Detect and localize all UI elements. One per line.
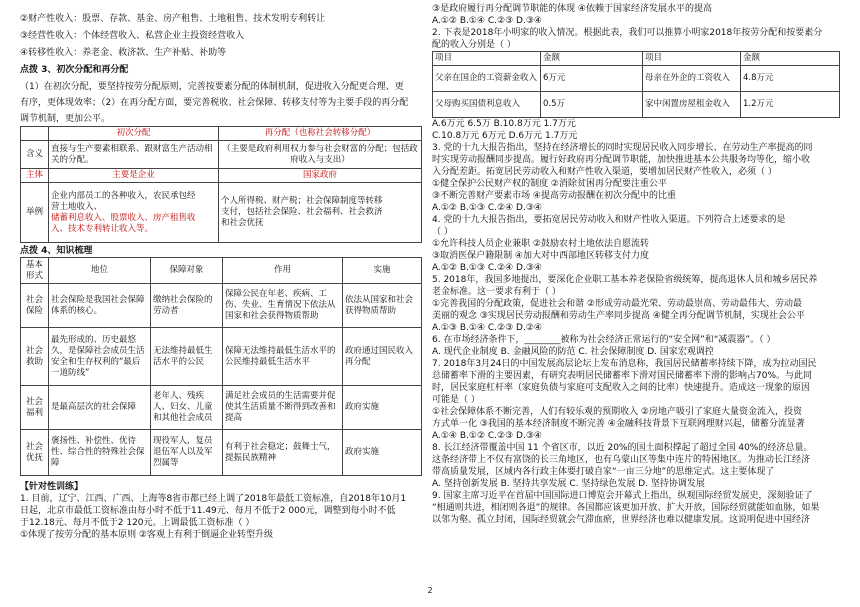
table-cell: 社会救助 [21, 328, 49, 386]
cell-line: 入、技术专利转让收入等。 [51, 223, 154, 234]
section-heading: 【针对性训练】 [20, 482, 84, 492]
table-cell: 社会保险是我国社会保障体系的核心。 [49, 284, 151, 328]
question-line: 时，居民家庭杠杆率（家庭负债与家庭可支配收入之间的比率）快速提升。造成这一现象的原因 [432, 383, 811, 393]
question-line: 配的收入分别是（ ） [432, 40, 516, 50]
table-cell: 0.5万 [541, 92, 643, 118]
question-line: “相通则共进，相闭则各退”的规律。各国都应该更加开放、扩大开放，国际经贸就能如血脉，如果 [432, 503, 820, 513]
paragraph-line: （1）在初次分配，要坚持按劳分配原则，完善按要素分配的体制机制，促进收入分配更合理、更 [20, 82, 404, 92]
table-row [21, 328, 422, 386]
table-cell: 社会优抚 [21, 430, 49, 476]
table-header: 项目 [433, 52, 541, 66]
table-row [21, 430, 422, 476]
social-security-table [20, 257, 422, 476]
answer-options: A.①② B.①③ C.②④ D.③④ [432, 203, 542, 213]
table-header: 再分配（也称社会转移分配） [219, 127, 422, 141]
table-header: 金额 [541, 52, 643, 66]
question-line: 老金标准。这一要求有利于（ ） [432, 287, 561, 297]
table-cell: 父母购买国债利息收入 [433, 92, 541, 118]
question-line: （ ） [432, 227, 453, 237]
table-header: 地位 [49, 258, 151, 284]
table-cell: 母亲在外企的工资收入 [643, 66, 741, 92]
question-line: 时实现劳动报酬同步提高。履行好政府再分配调节职能，加快推进基本公共服务均等化，缩小收 [432, 155, 811, 165]
question-line: ①健全保护公民财产权的制度 ②消除贫困再分配要注重公平 [432, 179, 667, 189]
question-line: 总储蓄率下滑的主要因素，有研究表明居民储蓄率下滑对国民储蓄率下滑的影响占70%。与此同 [432, 371, 813, 381]
table-cell: 保障公民在年老、疾病、工伤、失业、生育情况下依法从国家和社会获得物质帮助 [223, 284, 343, 328]
question-line: 8. 长江经济带覆盖中国 11 个省区市，以近 20%的国土面积撑起了超过全国 40%的经济总量。 [432, 443, 813, 453]
paragraph-line: 有序，更体现效率；（2）在再分配方面，要完善税收、社会保障、转移支付等为主要手段的再分配 [20, 98, 409, 108]
table-cell: 政府通过国民收入再分配 [343, 328, 422, 386]
intro-line: ②财产性收入：股票、存款、基金、房产租售、土地租售、技术发明专利转让 [20, 14, 326, 24]
table-cell: 保障无法维持最低生活水平的公民维持最低生活水平 [223, 328, 343, 386]
intro-line: ③经营性收入：个体经营收入、私营企业主投资经营收入 [20, 31, 245, 41]
table-cell: 政府实施 [343, 430, 422, 476]
table-cell: 主要是企业 [49, 169, 219, 183]
question-line: 入分配差距。拓宽居民劳动收入和财产性收入渠道，要增加居民财产性收入，必须（ ） [432, 167, 777, 177]
table-cell: 无法维持最低生活水平的公民 [151, 328, 223, 386]
table-cell: 满足社会成员的生活需要并促使其生活质量不断得到改善和提高 [223, 386, 343, 430]
table-row [21, 284, 422, 328]
cell-line: 和社会优抚 [221, 218, 264, 228]
table-cell: 1.2万元 [741, 92, 840, 118]
table-cell: 社会保险 [21, 284, 49, 328]
answer-options: A.6万元 6.5万 B.10.8万元 1.7万元 [432, 119, 576, 129]
paragraph-line: 调节机制，更加公平。 [20, 114, 111, 124]
section-heading: 点拨 3、初次分配和再分配 [20, 65, 129, 75]
table-cell [219, 183, 422, 243]
table-cell: 家中闲置房屋租金收入 [643, 92, 741, 118]
table-cell: 有利于社会稳定；鼓舞士气，提振民族精神 [223, 430, 343, 476]
row-label: 举例 [21, 183, 49, 243]
answer-options: A.①② B.①③ C.②④ D.③④ [432, 263, 542, 273]
answer-options: A.①④ B.①② C.②③ D.③④ [432, 431, 542, 441]
question-line: 日起，北京市最低工资标准由每小时不低于11.49元、每月不低于2 000元，调整到每小时不低 [20, 506, 396, 516]
cell-line: 营土地收入、 [51, 201, 103, 212]
intro-line: ④转移性收入：养老金、救济款、生产补贴、补助等 [20, 48, 227, 58]
question-line: 6. 在市场经济条件下，________被称为社会经济正常运行的“安全网”和“减震器”。（ ） [432, 335, 776, 345]
question-line: 可能是（ ） [432, 395, 480, 405]
table-cell: 老年人、残疾人、妇女、儿童和其他社会成员 [151, 386, 223, 430]
question-line: 这条经济带上不仅有富饶的长三角地区，也有乌蒙山区等集中连片的特困地区。为推动长江经济 [432, 455, 811, 465]
question-line: 4. 党的十九大报告指出，要拓宽居民劳动收入和财产性收入渠道。下列符合上述要求的是 [432, 215, 786, 225]
table-cell: （主要是政府利用权力参与社会财富的分配；包括政府收入与支出） [219, 141, 422, 169]
answer-options: A. 现代企业制度 B. 金融风险的防范 C. 社会保障制度 D. 国家宏观调控 [432, 347, 714, 357]
table-header: 作用 [223, 258, 343, 284]
cell-line: 支付，包括社会保险、社会福利、社会救济 [221, 207, 383, 217]
left-column [20, 0, 422, 541]
table-header: 保障对象 [151, 258, 223, 284]
distribution-table [20, 126, 422, 243]
table-cell: 政府实施 [343, 386, 422, 430]
table-row [21, 386, 422, 430]
table-header: 项目 [643, 52, 741, 66]
table-header: 实施 [343, 258, 422, 284]
question-line: 9. 国家主席习近平在首届中国国际进口博览会开幕式上指出，纵观国际经贸发展史，深刻验证了 [432, 491, 813, 501]
table-cell: 国家政府 [219, 169, 422, 183]
question-line: 7. 2018年3月24日的中国发展高层论坛上发布消息称，我国居民储蓄率持续下降，成为拉动国民 [432, 359, 817, 369]
cell-line: 储蓄利息收入、股票收入、房产租售收 [51, 212, 196, 223]
table-cell: 父亲在国企的工资薪金收入 [433, 66, 541, 92]
question-line: 1. 目前，辽宁、江西、广西、上海等8省市都已经上调了2018年最低工资标准，自2018年10月1 [20, 494, 407, 504]
question-line: ①完善我国的分配政策，促进社会和谐 ②形成劳动最光荣、劳动最崇高、劳动最伟大、劳动最 [432, 299, 802, 309]
question-line: ①体现了按劳分配的基本原则 ②客观上有利于倒逼企业转型升级 [20, 530, 273, 540]
section-heading: 点拨 4、知识梳理 [20, 246, 93, 256]
table-cell: 是最高层次的社会保障 [49, 386, 151, 430]
answer-options: A. 坚持创新发展 B. 坚持共享发展 C. 坚持绿色发展 D. 坚持协调发展 [432, 479, 705, 489]
question-line: 美丽的观念 ③实现居民劳动报酬和劳动生产率同步提高 ④健全再分配调节机制，实现社会公平 [432, 311, 805, 321]
cell-line: 个人所得税、财产税；社会保障制度等转移 [221, 196, 383, 206]
question-line: 于12.18元、每月不低于2 120元。上调最低工资标准（ ） [20, 518, 255, 528]
table-cell [49, 183, 219, 243]
income-table [432, 51, 840, 118]
table-cell: 直接与生产要素相联系、跟财富生产活动相关的分配。 [49, 141, 219, 169]
question-line: 以邻为壑、孤立封闭，国际经贸就会气滞血瘀，世界经济也难以健康发展。这说明促进中国经济 [432, 515, 811, 525]
table-header: 金额 [741, 52, 840, 66]
right-column [432, 0, 840, 526]
question-line: 5. 2018年，我国多地提出，要深化企业职工基本养老保险省级统筹，提高退休人员和城乡居民养 [432, 275, 818, 285]
table-cell: 6万元 [541, 66, 643, 92]
table-cell: 最先形成的、历史最悠久，是保障社会成员生活安全和生存权利的“最后一道防线” [49, 328, 151, 386]
table-cell: 褒扬性、补偿性、优待性、综合性的特殊社会保障 [49, 430, 151, 476]
table-header: 初次分配 [49, 127, 219, 141]
question-line: ③不断完善财产要素市场 ④提高劳动报酬在初次分配中的比重 [432, 191, 676, 201]
table-header: 基本形式 [21, 258, 49, 284]
table-cell [21, 127, 49, 141]
question-line: ①社会保障体系不断完善，人们有较乐观的预期收入 ②房地产吸引了家庭大量资金流入，投资 [432, 407, 802, 417]
question-line: 3. 党的十九大报告指出，坚持在经济增长的同时实现居民收入同步增长、在劳动生产率提高的同 [432, 143, 813, 153]
answer-options: A.①③ B.①④ C.②③ D.②④ [432, 323, 542, 333]
table-row [433, 92, 840, 118]
question-line: ①允许科技人员企业兼职 ②鼓励农村土地依法自愿流转 [432, 239, 649, 249]
question-line: ③是政府履行再分配调节职能的体现 ④依赖于国家经济发展水平的提高 [432, 4, 712, 14]
page-number: 2 [427, 586, 433, 595]
answer-options: C.10.8万元 6万元 D.6万元 1.7万元 [432, 131, 578, 141]
cell-line: 企业内部员工的各种收入，农民承包经 [51, 190, 196, 201]
table-cell: 现役军人，复员退伍军人以及军烈属等 [151, 430, 223, 476]
table-cell: 依法从国家和社会获得物质帮助 [343, 284, 422, 328]
table-row [433, 66, 840, 92]
row-label: 含义 [21, 141, 49, 169]
table-cell: 缴纳社会保险的劳动者 [151, 284, 223, 328]
table-cell: 4.8万元 [741, 66, 840, 92]
table-cell: 社会福利 [21, 386, 49, 430]
question-line: 带高质量发展，区域内各行政主体要打破自家“一亩三分地”的思维定式。这主要体现了 [432, 467, 775, 477]
row-label: 主体 [21, 169, 49, 183]
answer-options: A.①② B.①④ C.②③ D.③④ [432, 16, 542, 26]
question-line: ③取消医保户籍限制 ④加大对中西部地区转移支付力度 [432, 251, 649, 261]
question-line: 方式单一化 ③我国的基本经济制度不断完善 ④金融科技背景下互联网理财兴起，储蓄分流显著 [432, 419, 805, 429]
question-line: 2. 下表是2018年小明家的收入情况。根据此表，我们可以推算小明家2018年按劳分配和按要素分 [432, 28, 823, 38]
